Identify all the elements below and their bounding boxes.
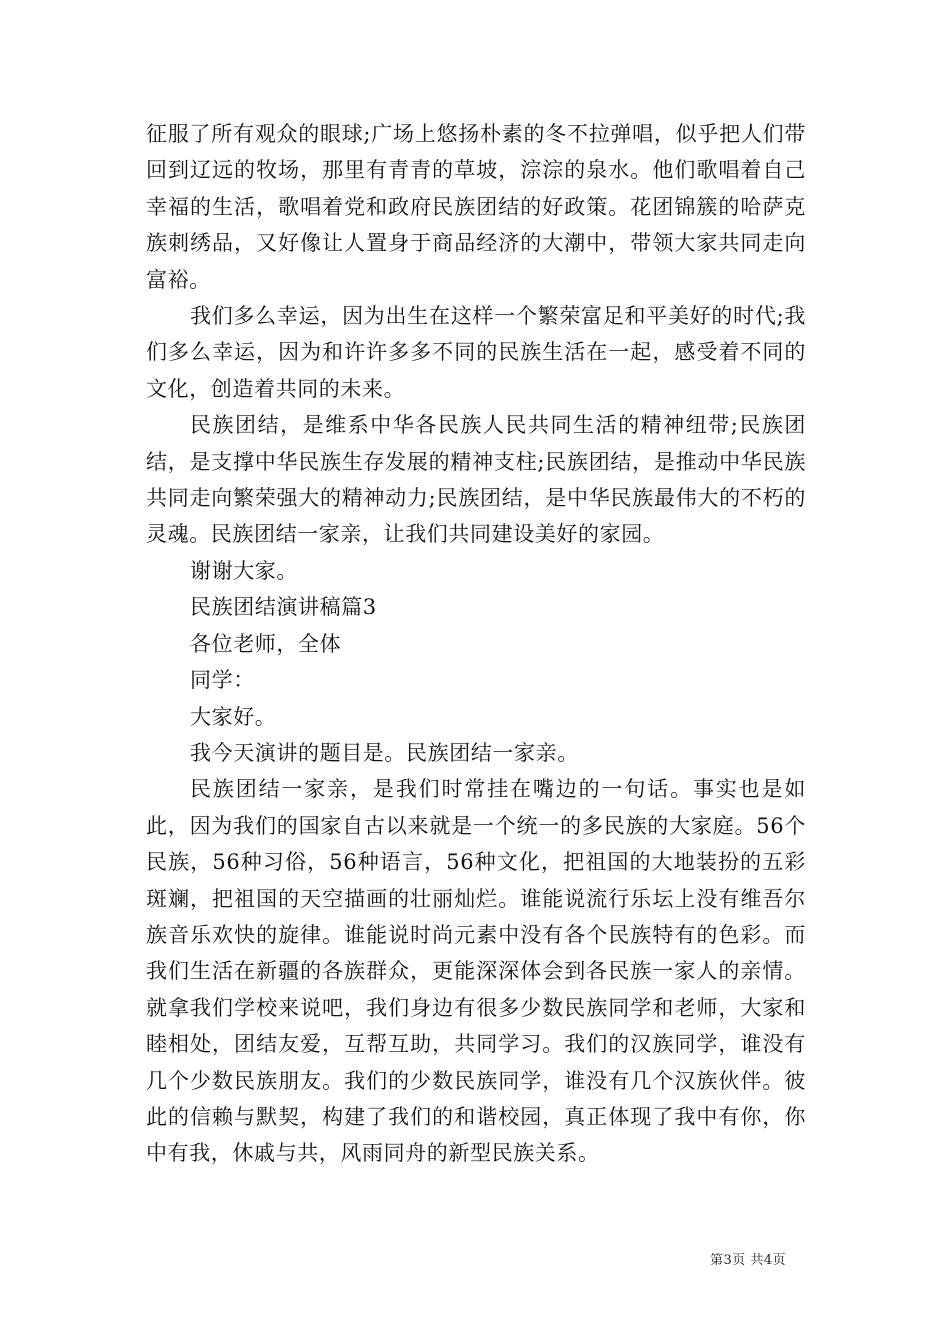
salutation-students: 同学： [190,668,255,693]
page-number-footer: 第3页 共4页 [710,1253,787,1268]
document-body [146,116,806,1172]
salutation-teachers: 各位老师，全体 [190,631,342,656]
paragraph-family: 民族团结一家亲，是我们时常挂在嘴边的一句话。事实也是如此，因为我们的国家自古以来就是一个统一的多民族的大家庭。56个民族，56种习俗，56种语言，56种文化，把祖国的大地装扮的五彩斑斓，把祖国的天空描画的壮丽灿烂。谁能说流行乐坛上没有维吾尔族音乐欢快的旋律。谁能说时尚元素中没有各个民族特有的色彩。而我们生活在新疆的各族群众，更能深深体会到各民族一家人的亲情。就拿我们学校来说吧，我们身边有很多少数民族同学和老师，大家和睦相处，团结友爱，互帮互助，共同学习。我们的汉族同学，谁没有几个少数民族朋友。我们的少数民族同学，谁没有几个汉族伙伴。彼此的信赖与默契，构建了我们的和谐校园，真正体现了我中有你，你中有我，休戚与共，风雨同舟的新型民族关系。 [146,777,806,1166]
paragraph-thanks: 谢谢大家。 [190,558,298,583]
greeting: 大家好。 [190,704,277,729]
speech-topic: 我今天演讲的题目是。民族团结一家亲。 [190,740,579,765]
paragraph-continuation: 征服了所有观众的眼球;广场上悠扬朴素的冬不拉弹唱，似乎把人们带回到辽远的牧场，那里有青青的草坡，淙淙的泉水。他们歌唱着自己幸福的生活，歌唱着党和政府民族团结的好政策。花团锦簇的哈萨克族刺绣品，又好像让人置身于商品经济的大潮中，带领大家共同走向富裕。 [146,122,806,292]
paragraph-unity: 民族团结，是维系中华各民族人民共同生活的精神纽带;民族团结，是支撑中华民族生存发展的精神支柱;民族团结，是推动中华民族共同走向繁荣强大的精神动力;民族团结，是中华民族最伟大的不朽的灵魂。民族团结一家亲，让我们共同建设美好的家园。 [146,413,806,547]
paragraph-fortune: 我们多么幸运，因为出生在这样一个繁荣富足和平美好的时代;我们多么幸运，因为和许许多多不同的民族生活在一起，感受着不同的文化，创造着共同的未来。 [146,304,806,401]
section-heading: 民族团结演讲稿篇3 [190,595,377,620]
